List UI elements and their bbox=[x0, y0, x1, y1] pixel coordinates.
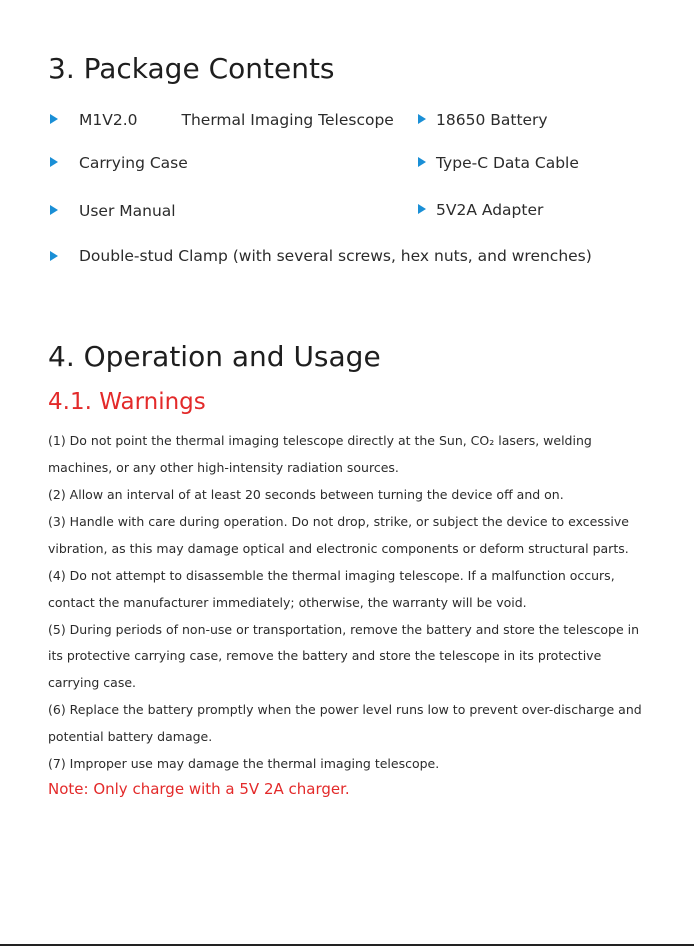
list-item-battery: 18650 Battery bbox=[436, 111, 548, 129]
warning-line: (4) Do not attempt to disassemble the thermal imaging telescope. If a malfunction occurs, bbox=[48, 568, 615, 583]
telescope-name: Thermal Imaging Telescope bbox=[181, 111, 394, 129]
bullet-icon bbox=[50, 251, 58, 261]
list-item-clamp: Double-stud Clamp (with several screws, hex nuts, and wrenches) bbox=[79, 247, 592, 265]
bullet-icon bbox=[50, 205, 58, 215]
warning-line: (6) Replace the battery promptly when the power level runs low to prevent over-discharge and bbox=[48, 702, 642, 717]
list-item-adapter: 5V2A Adapter bbox=[436, 201, 544, 219]
list-item-telescope bbox=[79, 110, 394, 130]
bullet-icon bbox=[418, 157, 426, 167]
section-title-operation: 4. Operation and Usage bbox=[48, 340, 381, 373]
warning-line: its protective carrying case, remove the battery and store the telescope in its protective bbox=[48, 648, 602, 663]
bullet-icon bbox=[50, 157, 58, 167]
telescope-model: M1V2.0 bbox=[79, 111, 138, 129]
warning-line: (3) Handle with care during operation. Do not drop, strike, or subject the device to excessive bbox=[48, 514, 629, 529]
list-item-case: Carrying Case bbox=[79, 154, 188, 172]
warning-line: machines, or any other high-intensity radiation sources. bbox=[48, 460, 399, 475]
warning-line: (5) During periods of non-use or transportation, remove the battery and store the telescope in bbox=[48, 622, 640, 637]
warning-line: (1) Do not point the thermal imaging telescope directly at the Sun, CO₂ lasers, welding bbox=[48, 433, 592, 448]
warning-line: vibration, as this may damage optical and electronic components or deform structural parts. bbox=[48, 541, 629, 556]
warning-line: potential battery damage. bbox=[48, 729, 213, 744]
bullet-icon bbox=[418, 204, 426, 214]
warning-line: (2) Allow an interval of at least 20 seconds between turning the device off and on. bbox=[48, 487, 564, 502]
list-item-cable: Type-C Data Cable bbox=[436, 154, 579, 172]
bullet-icon bbox=[50, 114, 58, 124]
bullet-icon bbox=[418, 114, 426, 124]
warning-line: contact the manufacturer immediately; otherwise, the warranty will be void. bbox=[48, 595, 527, 610]
list-item-manual: User Manual bbox=[79, 202, 176, 220]
warning-line: carrying case. bbox=[48, 675, 137, 690]
subsection-title-warnings: 4.1. Warnings bbox=[48, 389, 206, 415]
charging-note: Note: Only charge with a 5V 2A charger. bbox=[48, 780, 350, 798]
section-title-package-contents: 3. Package Contents bbox=[48, 52, 335, 85]
warning-line: (7) Improper use may damage the thermal imaging telescope. bbox=[48, 756, 440, 771]
